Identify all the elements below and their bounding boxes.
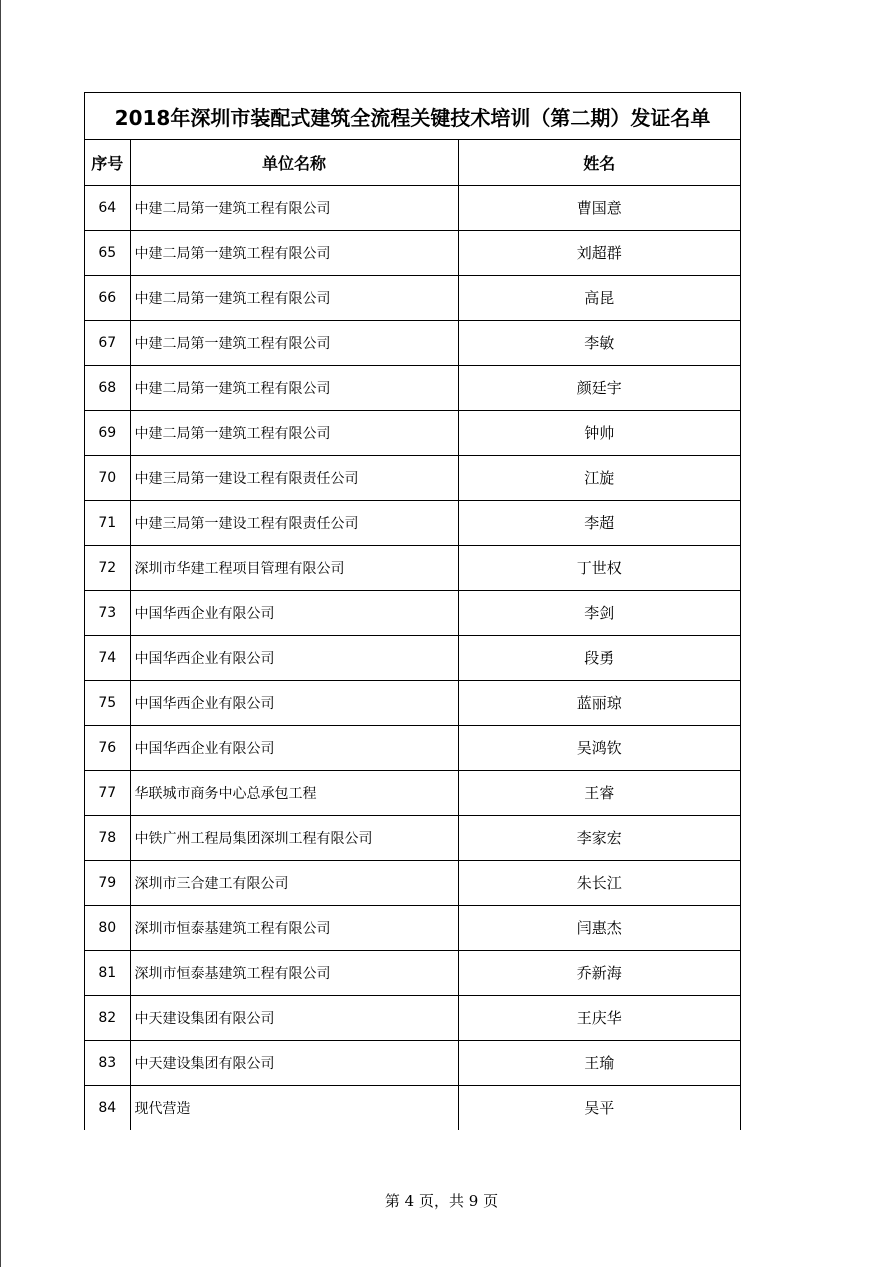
row-unit-name: 中建二局第一建筑工程有限公司 [130, 185, 458, 230]
table-row [85, 185, 740, 230]
header-person-name: 姓名 [458, 140, 740, 185]
row-unit-name: 华联城市商务中心总承包工程 [130, 770, 458, 815]
table-row [85, 275, 740, 320]
table-header-row [85, 140, 740, 185]
row-serial-number: 79 [85, 860, 130, 905]
row-person-name: 朱长江 [458, 860, 740, 905]
table-row [85, 320, 740, 365]
row-unit-name: 中国华西企业有限公司 [130, 725, 458, 770]
table-row [85, 365, 740, 410]
header-serial-number: 序号 [85, 140, 130, 185]
row-serial-number: 80 [85, 905, 130, 950]
row-unit-name: 中天建设集团有限公司 [130, 1040, 458, 1085]
row-unit-name: 中铁广州工程局集团深圳工程有限公司 [130, 815, 458, 860]
row-person-name: 王庆华 [458, 995, 740, 1040]
row-person-name: 乔新海 [458, 950, 740, 995]
row-serial-number: 83 [85, 1040, 130, 1085]
row-person-name: 王瑜 [458, 1040, 740, 1085]
roster-table [85, 140, 740, 1130]
row-person-name: 李剑 [458, 590, 740, 635]
row-unit-name: 深圳市恒泰基建筑工程有限公司 [130, 905, 458, 950]
row-serial-number: 64 [85, 185, 130, 230]
row-person-name: 刘超群 [458, 230, 740, 275]
table-row [85, 500, 740, 545]
table-row [85, 230, 740, 275]
row-person-name: 李超 [458, 500, 740, 545]
row-person-name: 高昆 [458, 275, 740, 320]
row-serial-number: 69 [85, 410, 130, 455]
table-row [85, 770, 740, 815]
row-unit-name: 中建三局第一建设工程有限责任公司 [130, 455, 458, 500]
row-unit-name: 现代营造 [130, 1085, 458, 1130]
document-title: 2018年深圳市装配式建筑全流程关键技术培训（第二期）发证名单 [85, 93, 740, 140]
row-serial-number: 77 [85, 770, 130, 815]
table-row [85, 635, 740, 680]
row-person-name: 丁世权 [458, 545, 740, 590]
row-person-name: 蓝丽琼 [458, 680, 740, 725]
page-left-edge [0, 0, 1, 1267]
row-serial-number: 84 [98, 1099, 117, 1116]
row-unit-name: 深圳市恒泰基建筑工程有限公司 [130, 950, 458, 995]
row-unit-name: 中国华西企业有限公司 [130, 590, 458, 635]
row-unit-name: 中建二局第一建筑工程有限公司 [130, 230, 458, 275]
row-serial-number: 72 [85, 545, 130, 590]
row-serial-number: 68 [85, 365, 130, 410]
row-person-name: 吴平 [458, 1085, 740, 1130]
row-unit-name: 中建二局第一建筑工程有限公司 [130, 275, 458, 320]
table-row [85, 815, 740, 860]
row-unit-name: 中建二局第一建筑工程有限公司 [130, 320, 458, 365]
row-serial-number: 81 [85, 950, 130, 995]
header-unit-name: 单位名称 [130, 140, 458, 185]
row-serial-number: 82 [85, 995, 130, 1040]
table-row [85, 680, 740, 725]
row-person-name: 吴鸿钦 [458, 725, 740, 770]
row-unit-name: 中建二局第一建筑工程有限公司 [130, 410, 458, 455]
row-unit-name: 中建二局第一建筑工程有限公司 [130, 365, 458, 410]
row-serial-number: 75 [85, 680, 130, 725]
table-row [85, 905, 740, 950]
table-row [85, 725, 740, 770]
table-row [85, 950, 740, 995]
table-row [85, 1085, 740, 1130]
table-row [85, 860, 740, 905]
table-row [85, 545, 740, 590]
row-serial-number: 74 [85, 635, 130, 680]
row-person-name: 江旋 [458, 455, 740, 500]
row-person-name: 王睿 [458, 770, 740, 815]
row-serial-number: 73 [85, 590, 130, 635]
row-person-name: 李家宏 [458, 815, 740, 860]
row-serial-number: 70 [85, 455, 130, 500]
table-row [85, 410, 740, 455]
row-unit-name: 中天建设集团有限公司 [130, 995, 458, 1040]
row-unit-name: 中建三局第一建设工程有限责任公司 [130, 500, 458, 545]
row-serial-number: 66 [85, 275, 130, 320]
table-row [85, 995, 740, 1040]
table-row [85, 455, 740, 500]
row-serial-number: 76 [85, 725, 130, 770]
row-person-name: 颜廷宇 [458, 365, 740, 410]
row-serial-number: 65 [85, 230, 130, 275]
row-serial-number: 71 [85, 500, 130, 545]
row-person-name: 钟帅 [458, 410, 740, 455]
row-person-name: 李敏 [458, 320, 740, 365]
table-row [85, 590, 740, 635]
row-person-name: 曹国意 [458, 185, 740, 230]
page-footer: 第 4 页，共 9 页 [384, 1192, 499, 1210]
row-person-name: 段勇 [458, 635, 740, 680]
row-serial-number: 78 [85, 815, 130, 860]
row-person-name: 闫惠杰 [458, 905, 740, 950]
row-unit-name: 深圳市华建工程项目管理有限公司 [130, 545, 458, 590]
row-unit-name: 深圳市三合建工有限公司 [130, 860, 458, 905]
row-serial-number: 67 [85, 320, 130, 365]
certificate-list-sheet [84, 92, 741, 1130]
table-row [85, 1040, 740, 1085]
row-unit-name: 中国华西企业有限公司 [130, 680, 458, 725]
row-unit-name: 中国华西企业有限公司 [130, 635, 458, 680]
